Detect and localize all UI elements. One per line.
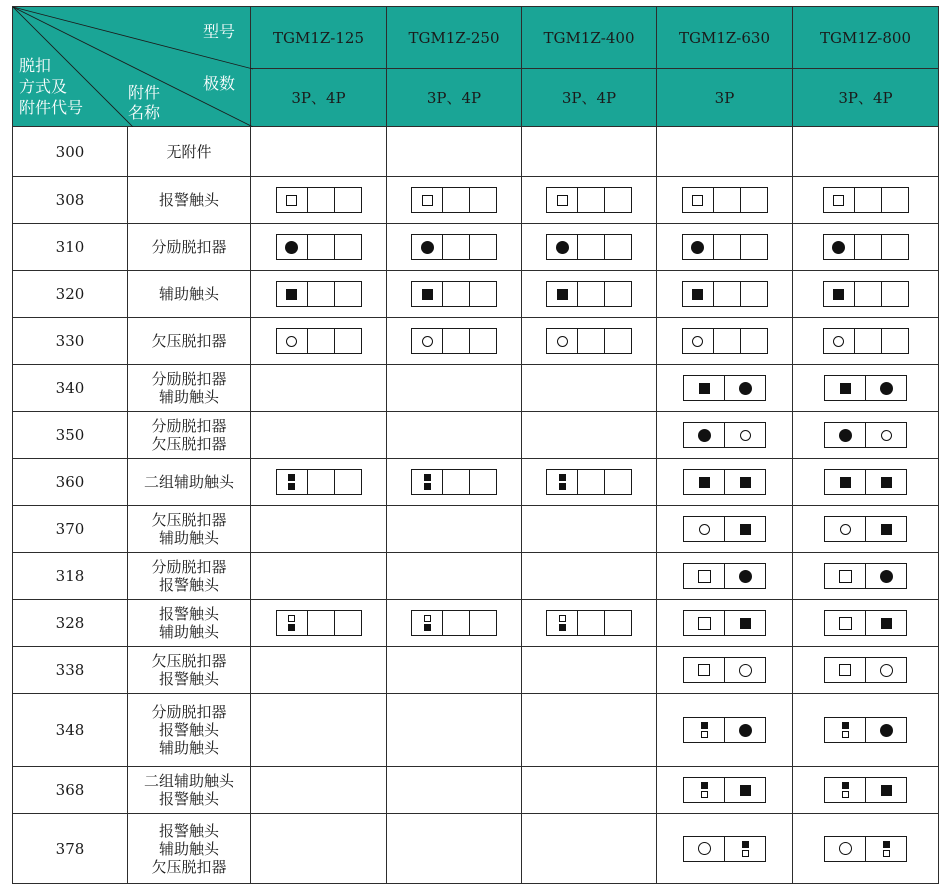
- auxiliary-contact-icon: [881, 524, 892, 535]
- corner-trip-code-label-3: 附件代号: [19, 98, 84, 117]
- undervoltage-release-icon: [692, 336, 703, 347]
- accessory-diagram-cell: [522, 177, 657, 224]
- double-auxiliary-contact-icon: [288, 474, 295, 490]
- model-header: TGM1Z-400: [522, 7, 657, 69]
- alarm-and-auxiliary-contact-icon: [424, 615, 431, 631]
- accessory-diagram-cell: [657, 506, 793, 553]
- accessory-diagram-cell: [793, 600, 939, 647]
- accessory-slot-diagram: [546, 328, 632, 354]
- accessory-diagram-cell: [793, 459, 939, 506]
- accessory-diagram-cell: [657, 412, 793, 459]
- accessory-diagram-cell: [657, 647, 793, 694]
- accessory-diagram-cell: [793, 318, 939, 365]
- accessory-name-line: 报警触头: [158, 790, 219, 808]
- accessory-code: 338: [13, 647, 128, 694]
- accessory-name: [128, 600, 251, 647]
- undervoltage-release-icon: [881, 430, 892, 441]
- corner-accessory-name-label-2: 名称: [128, 103, 161, 122]
- table-row: [13, 365, 939, 412]
- accessory-name: [128, 365, 251, 412]
- empty-cell: [522, 553, 657, 600]
- accessory-slot-diagram: [683, 717, 766, 743]
- accessory-diagram-cell: [793, 365, 939, 412]
- model-header: TGM1Z-630: [657, 7, 793, 69]
- poles-header: 3P: [657, 69, 793, 127]
- accessory-diagram-cell: [522, 600, 657, 647]
- shunt-release-icon: [739, 382, 752, 395]
- accessory-slot-diagram: [682, 187, 768, 213]
- accessory-name-line: 辅助触头: [158, 529, 219, 547]
- accessory-slot-diagram: [546, 281, 632, 307]
- empty-cell: [522, 767, 657, 814]
- accessory-name: [128, 814, 251, 884]
- auxiliary-contact-icon: [881, 477, 892, 488]
- shunt-release-icon: [556, 241, 569, 254]
- accessory-diagram-cell: [793, 506, 939, 553]
- shunt-release-icon: [880, 382, 893, 395]
- accessory-slot-diagram: [411, 610, 497, 636]
- table-row: [13, 600, 939, 647]
- accessory-diagram-cell: [793, 412, 939, 459]
- accessory-diagram-cell: [793, 647, 939, 694]
- alarm-contact-icon: [839, 570, 852, 583]
- undervoltage-release-icon: [422, 336, 433, 347]
- table-row: [13, 224, 939, 271]
- table-row: [13, 459, 939, 506]
- accessory-diagram-cell: [657, 224, 793, 271]
- accessory-code: 350: [13, 412, 128, 459]
- accessory-code: 360: [13, 459, 128, 506]
- shunt-release-icon: [285, 241, 298, 254]
- corner-trip-code-label-2: 方式及: [19, 77, 68, 96]
- accessory-name-line: 无附件: [166, 142, 212, 161]
- accessory-name-line: 报警触头: [158, 605, 219, 623]
- accessory-code: 310: [13, 224, 128, 271]
- accessory-diagram-cell: [657, 694, 793, 767]
- accessory-slot-diagram: [546, 234, 632, 260]
- table-row: [13, 127, 939, 177]
- accessory-name-line: 辅助触头: [158, 739, 219, 757]
- shunt-release-icon: [880, 724, 893, 737]
- accessory-slot-diagram: [824, 777, 907, 803]
- empty-cell: [251, 412, 387, 459]
- accessory-slot-diagram: [824, 836, 907, 862]
- empty-cell: [251, 694, 387, 767]
- accessory-name: [128, 767, 251, 814]
- table-row: [13, 318, 939, 365]
- auxiliary-and-alarm-contact-icon: [701, 722, 708, 738]
- accessory-diagram-cell: [793, 224, 939, 271]
- accessory-diagram-cell: [657, 814, 793, 884]
- poles-header: 3P、4P: [251, 69, 387, 127]
- auxiliary-contact-icon: [740, 477, 751, 488]
- accessory-diagram-cell: [657, 177, 793, 224]
- accessory-slot-diagram: [276, 234, 362, 260]
- accessory-name-line: 欠压脱扣器: [151, 332, 227, 350]
- accessory-diagram-cell: [251, 177, 387, 224]
- alarm-and-auxiliary-contact-icon: [559, 615, 566, 631]
- double-auxiliary-contact-icon: [559, 474, 566, 490]
- undervoltage-release-icon: [698, 842, 711, 855]
- accessory-code: 370: [13, 506, 128, 553]
- accessory-name-line: 辅助触头: [158, 285, 219, 303]
- corner-poles-label: 极数: [203, 74, 236, 93]
- accessory-slot-diagram: [276, 469, 362, 495]
- empty-cell: [522, 694, 657, 767]
- accessory-diagram-cell: [251, 459, 387, 506]
- empty-cell: [793, 127, 939, 177]
- accessory-name: [128, 127, 251, 177]
- undervoltage-release-icon: [740, 430, 751, 441]
- accessory-name-line: 报警触头: [158, 576, 219, 594]
- empty-cell: [251, 506, 387, 553]
- empty-cell: [251, 127, 387, 177]
- accessory-name-line: 辅助触头: [158, 839, 219, 858]
- accessory-slot-diagram: [823, 281, 909, 307]
- shunt-release-icon: [421, 241, 434, 254]
- accessory-slot-diagram: [823, 234, 909, 260]
- empty-cell: [522, 506, 657, 553]
- empty-cell: [522, 365, 657, 412]
- undervoltage-release-icon: [880, 664, 893, 677]
- undervoltage-release-icon: [840, 524, 851, 535]
- alarm-contact-icon: [698, 664, 710, 676]
- accessory-diagram-cell: [251, 600, 387, 647]
- auxiliary-contact-icon: [881, 618, 892, 629]
- accessory-slot-diagram: [411, 328, 497, 354]
- accessory-code: 308: [13, 177, 128, 224]
- accessory-diagram-cell: [793, 271, 939, 318]
- accessory-name: [128, 177, 251, 224]
- auxiliary-contact-icon: [740, 618, 751, 629]
- shunt-release-icon: [691, 241, 704, 254]
- empty-cell: [387, 767, 522, 814]
- accessory-diagram-cell: [251, 271, 387, 318]
- empty-cell: [387, 814, 522, 884]
- table-row: [13, 767, 939, 814]
- accessory-slot-diagram: [824, 610, 907, 636]
- accessory-diagram-cell: [387, 271, 522, 318]
- table-corner-header: [13, 7, 251, 127]
- accessory-diagram-cell: [793, 694, 939, 767]
- accessory-diagram-cell: [522, 318, 657, 365]
- empty-cell: [522, 127, 657, 177]
- auxiliary-contact-icon: [422, 289, 433, 300]
- table-row: [13, 271, 939, 318]
- accessory-name-line: 报警触头: [158, 191, 219, 209]
- accessory-slot-diagram: [682, 281, 768, 307]
- accessory-slot-diagram: [411, 234, 497, 260]
- table-row: [13, 177, 939, 224]
- accessory-diagram-cell: [793, 814, 939, 884]
- accessory-diagram-cell: [657, 271, 793, 318]
- alarm-contact-icon: [698, 570, 711, 583]
- accessory-diagram-cell: [657, 459, 793, 506]
- accessory-slot-diagram: [411, 469, 497, 495]
- accessory-name: [128, 506, 251, 553]
- table-row: [13, 694, 939, 767]
- poles-header: 3P、4P: [522, 69, 657, 127]
- shunt-release-icon: [739, 724, 752, 737]
- alarm-contact-icon: [839, 664, 851, 676]
- empty-cell: [522, 647, 657, 694]
- accessory-name: [128, 271, 251, 318]
- accessory-slot-diagram: [824, 563, 907, 589]
- empty-cell: [387, 127, 522, 177]
- accessory-slot-diagram: [824, 422, 907, 448]
- empty-cell: [251, 647, 387, 694]
- auxiliary-contact-icon: [699, 477, 710, 488]
- accessory-name-line: 报警触头: [158, 670, 219, 688]
- accessory-diagram-cell: [793, 553, 939, 600]
- accessory-name-line: 欠压脱扣器: [151, 652, 227, 670]
- model-header: TGM1Z-125: [251, 7, 387, 69]
- alarm-contact-icon: [692, 195, 703, 206]
- accessory-diagram-cell: [522, 459, 657, 506]
- alarm-and-auxiliary-contact-icon: [288, 615, 295, 631]
- accessory-name-line: 报警触头: [158, 821, 219, 840]
- empty-cell: [522, 412, 657, 459]
- model-header: TGM1Z-250: [387, 7, 522, 69]
- accessory-slot-diagram: [683, 610, 766, 636]
- accessory-slot-diagram: [683, 563, 766, 589]
- accessory-diagram-cell: [387, 459, 522, 506]
- alarm-contact-icon: [839, 617, 852, 630]
- empty-cell: [387, 365, 522, 412]
- alarm-contact-icon: [422, 195, 433, 206]
- accessory-diagram-cell: [522, 224, 657, 271]
- accessory-code: 378: [13, 814, 128, 884]
- shunt-release-icon: [739, 570, 752, 583]
- auxiliary-and-alarm-contact-icon: [701, 782, 708, 798]
- double-auxiliary-contact-icon: [424, 474, 431, 490]
- accessory-name-line: 辅助触头: [158, 623, 219, 641]
- accessory-slot-diagram: [682, 328, 768, 354]
- accessory-name: [128, 647, 251, 694]
- accessory-slot-diagram: [276, 281, 362, 307]
- accessory-name-line: 欠压脱扣器: [151, 511, 227, 529]
- undervoltage-release-icon: [557, 336, 568, 347]
- accessory-code: 330: [13, 318, 128, 365]
- accessory-name-line: 二组辅助触头: [143, 473, 234, 491]
- shunt-release-icon: [698, 429, 711, 442]
- accessory-diagram-cell: [657, 365, 793, 412]
- alarm-contact-icon: [833, 195, 844, 206]
- accessory-diagram-cell: [522, 271, 657, 318]
- empty-cell: [251, 814, 387, 884]
- table-row: [13, 814, 939, 884]
- accessory-name: [128, 412, 251, 459]
- auxiliary-and-alarm-contact-icon: [842, 782, 849, 798]
- model-header: TGM1Z-800: [793, 7, 939, 69]
- accessory-slot-diagram: [823, 187, 909, 213]
- poles-header: 3P、4P: [793, 69, 939, 127]
- accessory-diagram-cell: [657, 600, 793, 647]
- accessory-name: [128, 318, 251, 365]
- accessory-name: [128, 553, 251, 600]
- accessory-slot-diagram: [683, 422, 766, 448]
- corner-accessory-name-label-1: 附件: [128, 83, 161, 102]
- accessory-diagram-cell: [251, 224, 387, 271]
- empty-cell: [251, 553, 387, 600]
- alarm-contact-icon: [557, 195, 568, 206]
- accessory-name-line: 分励脱扣器: [151, 417, 227, 435]
- undervoltage-release-icon: [699, 524, 710, 535]
- empty-cell: [251, 365, 387, 412]
- accessory-slot-diagram: [276, 610, 362, 636]
- accessory-slot-diagram: [276, 328, 362, 354]
- accessory-slot-diagram: [682, 234, 768, 260]
- accessory-name: [128, 459, 251, 506]
- auxiliary-and-alarm-contact-icon: [883, 841, 890, 857]
- auxiliary-contact-icon: [557, 289, 568, 300]
- undervoltage-release-icon: [833, 336, 844, 347]
- empty-cell: [251, 767, 387, 814]
- accessory-name-line: 欠压脱扣器: [151, 857, 227, 876]
- accessory-name-line: 辅助触头: [158, 388, 219, 406]
- auxiliary-contact-icon: [692, 289, 703, 300]
- accessory-name-line: 二组辅助触头: [143, 772, 234, 790]
- auxiliary-contact-icon: [740, 785, 751, 796]
- shunt-release-icon: [880, 570, 893, 583]
- accessory-diagram-cell: [387, 318, 522, 365]
- accessory-code-table: [12, 6, 939, 884]
- empty-cell: [387, 506, 522, 553]
- accessory-slot-diagram: [683, 836, 766, 862]
- empty-cell: [387, 647, 522, 694]
- empty-cell: [522, 814, 657, 884]
- corner-trip-code-label-1: 脱扣: [19, 56, 52, 75]
- accessory-slot-diagram: [546, 187, 632, 213]
- accessory-name-line: 分励脱扣器: [151, 703, 227, 721]
- accessory-name-line: 报警触头: [158, 721, 219, 739]
- accessory-slot-diagram: [411, 281, 497, 307]
- shunt-release-icon: [839, 429, 852, 442]
- accessory-slot-diagram: [276, 187, 362, 213]
- accessory-name-line: 分励脱扣器: [151, 238, 227, 256]
- accessory-name-line: 分励脱扣器: [151, 370, 227, 388]
- table-row: [13, 647, 939, 694]
- shunt-release-icon: [832, 241, 845, 254]
- undervoltage-release-icon: [739, 664, 752, 677]
- accessory-name: [128, 224, 251, 271]
- auxiliary-contact-icon: [840, 477, 851, 488]
- accessory-diagram-cell: [251, 318, 387, 365]
- accessory-code: 328: [13, 600, 128, 647]
- accessory-diagram-cell: [657, 318, 793, 365]
- accessory-slot-diagram: [824, 717, 907, 743]
- accessory-slot-diagram: [823, 328, 909, 354]
- accessory-slot-diagram: [546, 469, 632, 495]
- auxiliary-and-alarm-contact-icon: [742, 841, 749, 857]
- undervoltage-release-icon: [286, 336, 297, 347]
- auxiliary-contact-icon: [881, 785, 892, 796]
- empty-cell: [657, 127, 793, 177]
- accessory-diagram-cell: [793, 767, 939, 814]
- accessory-code: 318: [13, 553, 128, 600]
- corner-model-label: 型号: [203, 22, 236, 41]
- table-row: [13, 553, 939, 600]
- accessory-code: 368: [13, 767, 128, 814]
- empty-cell: [387, 412, 522, 459]
- accessory-code: 348: [13, 694, 128, 767]
- accessory-slot-diagram: [683, 516, 766, 542]
- auxiliary-contact-icon: [840, 383, 851, 394]
- accessory-slot-diagram: [546, 610, 632, 636]
- empty-cell: [387, 553, 522, 600]
- accessory-slot-diagram: [824, 657, 907, 683]
- accessory-slot-diagram: [683, 777, 766, 803]
- accessory-name-line: 欠压脱扣器: [151, 435, 227, 453]
- auxiliary-and-alarm-contact-icon: [842, 722, 849, 738]
- accessory-name-line: 分励脱扣器: [151, 558, 227, 576]
- accessory-code: 320: [13, 271, 128, 318]
- accessory-diagram-cell: [657, 553, 793, 600]
- accessory-slot-diagram: [411, 187, 497, 213]
- auxiliary-contact-icon: [740, 524, 751, 535]
- accessory-slot-diagram: [824, 375, 907, 401]
- accessory-diagram-cell: [387, 224, 522, 271]
- auxiliary-contact-icon: [699, 383, 710, 394]
- poles-header: 3P、4P: [387, 69, 522, 127]
- accessory-slot-diagram: [683, 375, 766, 401]
- auxiliary-contact-icon: [833, 289, 844, 300]
- accessory-code: 300: [13, 127, 128, 177]
- accessory-diagram-cell: [387, 177, 522, 224]
- accessory-name: [128, 694, 251, 767]
- accessory-diagram-cell: [387, 600, 522, 647]
- auxiliary-contact-icon: [286, 289, 297, 300]
- accessory-diagram-cell: [657, 767, 793, 814]
- header-row-models: [13, 7, 939, 69]
- undervoltage-release-icon: [839, 842, 852, 855]
- accessory-code: 340: [13, 365, 128, 412]
- accessory-diagram-cell: [793, 177, 939, 224]
- alarm-contact-icon: [286, 195, 297, 206]
- empty-cell: [387, 694, 522, 767]
- accessory-slot-diagram: [683, 469, 766, 495]
- accessory-slot-diagram: [824, 469, 907, 495]
- accessory-slot-diagram: [824, 516, 907, 542]
- table-row: [13, 506, 939, 553]
- accessory-slot-diagram: [683, 657, 766, 683]
- alarm-contact-icon: [698, 617, 711, 630]
- table-row: [13, 412, 939, 459]
